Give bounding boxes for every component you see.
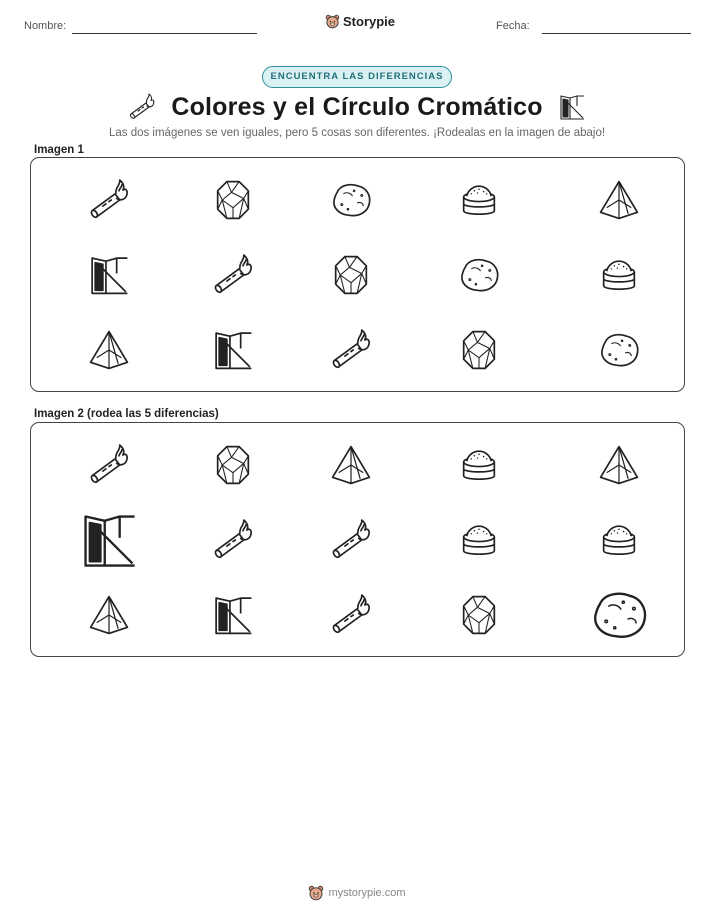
image1-door-icon	[86, 252, 132, 298]
title-row	[0, 92, 714, 122]
page-title: Colores y el Círculo Cromático	[171, 92, 543, 121]
image1-panel	[30, 157, 685, 392]
burning-stick-icon	[127, 92, 157, 122]
image1-pyramid-icon	[596, 177, 642, 223]
image1-rock-icon	[456, 252, 502, 298]
image1-stick-icon	[210, 252, 256, 298]
brand-name: Storypie	[343, 14, 396, 29]
image1-stick-icon	[86, 177, 132, 223]
bear-mascot-icon	[308, 885, 324, 901]
image1-label: Imagen 1	[34, 144, 84, 156]
image2-pyramid-icon[interactable]	[86, 592, 132, 638]
image1-gem-icon	[328, 252, 374, 298]
footer-link[interactable]: mystorypie.com	[328, 887, 406, 899]
image2-label: Imagen 2 (rodea las 5 diferencias)	[34, 408, 219, 420]
image2-pyramid-icon[interactable]	[596, 442, 642, 488]
image1-gem-icon	[210, 177, 256, 223]
instructions: Las dos imágenes se ven iguales, pero 5 cosas son diferentes. ¡Rodealas en la imagen de abajo!	[108, 127, 606, 139]
image1-stick-icon	[328, 327, 374, 373]
image1-rock-icon	[328, 177, 374, 223]
image2-gem-icon[interactable]	[456, 592, 502, 638]
brand-logo	[325, 14, 395, 29]
image2-gem-icon[interactable]	[210, 442, 256, 488]
image2-bowl-icon[interactable]	[456, 517, 502, 563]
activity-badge: ENCUENTRA LAS DIFERENCIAS	[262, 66, 452, 88]
image1-door-icon	[210, 327, 256, 373]
image2-door-icon[interactable]	[77, 508, 141, 572]
image1-rock-icon	[596, 327, 642, 373]
image1-bowl-icon	[596, 252, 642, 298]
image2-bowl-icon[interactable]	[456, 442, 502, 488]
image2-stick-icon[interactable]	[86, 442, 132, 488]
name-line[interactable]	[72, 33, 257, 34]
bear-mascot-icon	[325, 14, 340, 29]
date-label: Fecha:	[496, 20, 530, 32]
name-label: Nombre:	[24, 20, 67, 32]
image1-bowl-icon	[456, 177, 502, 223]
image1-gem-icon	[456, 327, 502, 373]
footer	[0, 885, 714, 901]
image2-stick-icon[interactable]	[210, 517, 256, 563]
image2-stick-icon[interactable]	[328, 592, 374, 638]
image2-bowl-icon[interactable]	[596, 517, 642, 563]
door-icon	[557, 92, 587, 122]
date-line[interactable]	[542, 33, 691, 34]
image2-panel[interactable]	[30, 422, 685, 657]
image1-pyramid-icon	[86, 327, 132, 373]
image2-door-icon[interactable]	[210, 592, 256, 638]
image2-pyramid-icon[interactable]	[328, 442, 374, 488]
image2-stick-icon[interactable]	[328, 517, 374, 563]
image2-rock-icon[interactable]	[587, 583, 651, 647]
